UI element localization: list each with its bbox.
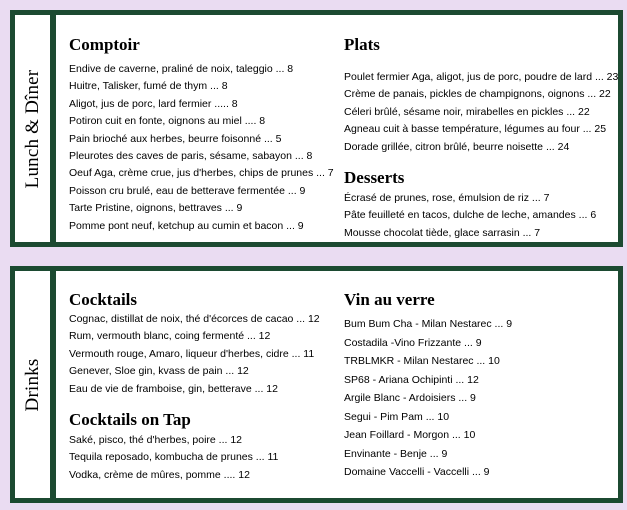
menu-item: Vodka, crème de mûres, pomme .... 12 xyxy=(69,468,250,481)
vin-au-verre-section xyxy=(344,290,512,482)
menu-item: Jean Foillard - Morgon ... 10 xyxy=(344,429,476,441)
desserts-list xyxy=(344,190,596,242)
comptoir-list xyxy=(69,61,334,235)
desserts-section xyxy=(344,168,596,242)
cocktails-title: Cocktails xyxy=(69,290,137,309)
plats-list xyxy=(344,69,618,156)
menu-item: Envinante - Benje ... 9 xyxy=(344,447,448,460)
menu-item: Eau de vie de framboise, gin, betterave ... 12 xyxy=(69,382,278,395)
menu-item: SP68 - Ariana Ochipinti ... 12 xyxy=(344,373,479,386)
lunch-diner-panel xyxy=(10,10,623,247)
menu-item: Argile Blanc - Ardoisiers ... 9 xyxy=(344,392,476,404)
menu-item: Huitre, Talisker, fumé de thym ... 8 xyxy=(69,80,228,93)
menu-item: Oeuf Aga, crème crue, jus d'herbes, chips de prunes ... 7 xyxy=(69,167,334,180)
menu-item: Genever, Sloe gin, kvass de pain ... 12 xyxy=(69,365,249,378)
menu-item: Tequila reposado, kombucha de prunes ... 11 xyxy=(69,451,279,464)
menu-item: Potiron cuit en fonte, oignons au miel .... 8 xyxy=(69,115,266,128)
cocktails-section xyxy=(69,290,320,398)
menu-item: Pain brioché aux herbes, beurre foisonné ... 5 xyxy=(69,132,282,145)
menu-item: Mousse chocolat tiède, glace sarrasin ... 7 xyxy=(344,226,541,239)
lunch-side-tab xyxy=(15,15,56,242)
cocktails-list xyxy=(69,311,320,398)
menu-item: Endive de caverne, praliné de noix, taleggio ... 8 xyxy=(69,63,294,75)
menu-item: Poulet fermier Aga, aligot, jus de porc, poudre de lard ... 23 xyxy=(344,71,619,83)
plats-title: Plats xyxy=(344,35,380,54)
menu-item: Céleri brûlé, sésame noir, mirabelles en pickles ... 22 xyxy=(344,105,590,118)
menu-item: Pâte feuilleté en tacos, dulche de leche, amandes ... 6 xyxy=(344,209,597,222)
comptoir-section xyxy=(69,35,334,235)
menu-item: Cognac, distillat de noix, thé d'écorces de cacao ... 12 xyxy=(69,313,320,325)
menu-item: Pleurotes des caves de paris, sésame, sabayon ... 8 xyxy=(69,150,313,163)
menu-item: Écrasé de prunes, rose, émulsion de riz ... 7 xyxy=(344,192,550,204)
menu-item: Segui - Pim Pam ... 10 xyxy=(344,410,450,423)
menu-item: Tarte Pristine, oignons, bettraves ... 9 xyxy=(69,202,243,215)
menu-item: Crème de panais, pickles de champignons, oignons ... 22 xyxy=(344,88,611,101)
menu-item: Vermouth rouge, Amaro, liqueur d'herbes, cidre ... 11 xyxy=(69,347,315,360)
menu-item: Costadila -Vino Frizzante ... 9 xyxy=(344,336,482,349)
menu-item: Saké, pisco, thé d'herbes, poire ... 12 xyxy=(69,434,243,446)
menu-item: Domaine Vaccelli - Vaccelli ... 9 xyxy=(344,466,490,478)
menu-item: Bum Bum Cha - Milan Nestarec ... 9 xyxy=(344,318,513,330)
plats-section xyxy=(344,35,618,156)
drinks-panel xyxy=(10,266,623,503)
desserts-title: Desserts xyxy=(344,168,405,187)
menu-item: TRBLMKR - Milan Nestarec ... 10 xyxy=(344,355,500,367)
vin-au-verre-title: Vin au verre xyxy=(344,290,435,309)
cocktails-on-tap-title: Cocktails on Tap xyxy=(69,410,191,429)
drinks-side-tab xyxy=(15,271,56,498)
lunch-side-label: Lunch & Dîner xyxy=(21,69,43,188)
menu-item: Dorade grillée, citron brûlé, beurre noisette ... 24 xyxy=(344,140,570,153)
menu-item: Poisson cru brulé, eau de betterave fermentée ... 9 xyxy=(69,184,306,197)
cocktails-on-tap-list xyxy=(69,432,278,484)
menu-item: Aligot, jus de porc, lard fermier ..... 8 xyxy=(69,97,238,110)
menu-item: Rum, vermouth blanc, coing fermenté ... 12 xyxy=(69,330,271,343)
drinks-side-label: Drinks xyxy=(21,358,43,411)
comptoir-title: Comptoir xyxy=(69,35,140,54)
cocktails-on-tap-section xyxy=(69,410,278,484)
vin-au-verre-list xyxy=(344,315,512,482)
menu-item: Pomme pont neuf, ketchup au cumin et bacon ... 9 xyxy=(69,219,304,232)
menu-item: Agneau cuit à basse température, légumes au four ... 25 xyxy=(344,123,607,136)
